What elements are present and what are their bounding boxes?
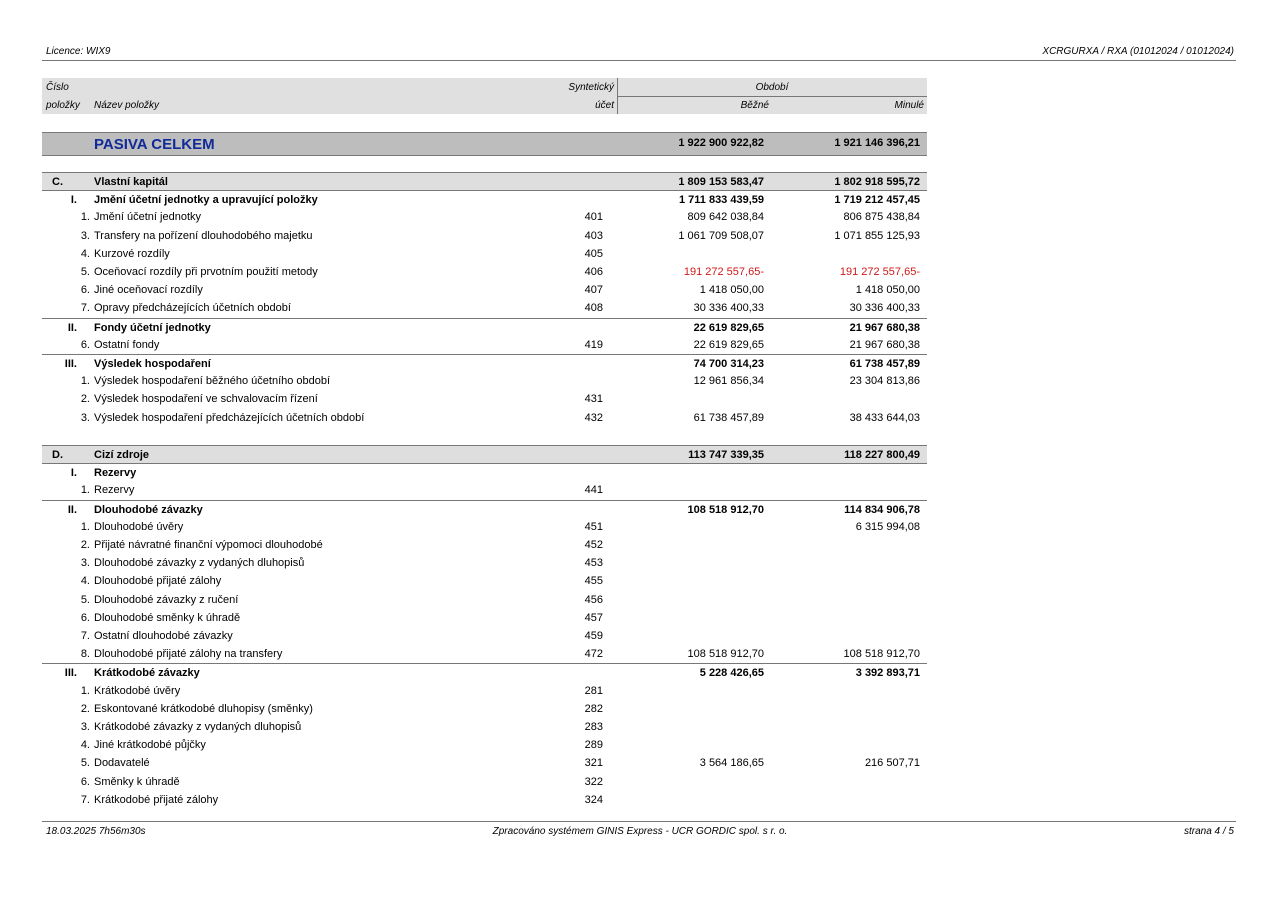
table-row <box>42 554 927 572</box>
table-row <box>42 536 927 554</box>
table-row <box>42 390 927 408</box>
row-bezne: 12 961 856,34 <box>693 375 764 388</box>
col-bezne: Běžné <box>740 100 769 111</box>
row-number: 3. <box>80 557 90 570</box>
row-label: Dodavatelé <box>94 757 150 770</box>
row-number: 7. <box>80 302 90 315</box>
row-label: Ostatní fondy <box>94 338 160 351</box>
table-row <box>42 791 927 809</box>
row-minule: 3 392 893,71 <box>855 667 920 680</box>
row-label: Transfery na pořízení dlouhodobého majetku <box>94 229 313 242</box>
subsection-row <box>42 663 927 682</box>
column-header <box>42 78 927 114</box>
license-label: Licence: WIX9 <box>46 46 111 57</box>
row-label: Dlouhodobé závazky z vydaných dluhopisů <box>94 557 305 570</box>
row-label: Krátkodobé závazky z vydaných dluhopisů <box>94 721 302 733</box>
row-bezne: 22 619 829,65 <box>693 321 764 334</box>
total-row <box>42 132 927 156</box>
row-number: 3. <box>80 411 90 424</box>
row-account: 408 <box>584 302 603 315</box>
row-minule: 1 071 855 125,93 <box>834 229 920 242</box>
row-label: Dlouhodobé úvěry <box>94 520 184 533</box>
row-label: Výsledek hospodaření běžného účetního období <box>94 375 331 388</box>
row-number: C. <box>52 176 63 188</box>
row-label: Výsledek hospodaření ve schvalovacím řízení <box>94 393 318 406</box>
row-account: 324 <box>584 793 603 806</box>
subsection-row <box>42 463 927 482</box>
table-row <box>42 245 927 263</box>
row-number: 1. <box>80 375 90 388</box>
row-label: Dlouhodobé závazky <box>94 503 203 516</box>
row-bezne: 1 809 153 583,47 <box>678 176 764 188</box>
col-nazev: Název položky <box>94 100 160 111</box>
col-synteticky: Syntetický <box>568 82 614 93</box>
row-account: 281 <box>584 684 603 697</box>
row-label: Směnky k úhradě <box>94 775 180 788</box>
row-bezne: 30 336 400,33 <box>693 302 764 315</box>
row-bezne: 3 564 186,65 <box>699 757 764 770</box>
row-label: Dlouhodobé přijaté zálohy na transfery <box>94 648 283 661</box>
row-bezne: 113 747 339,35 <box>688 449 764 461</box>
row-label: Vlastní kapitál <box>94 176 168 188</box>
table-row <box>42 281 927 299</box>
row-number: 4. <box>80 575 90 588</box>
table-row <box>42 627 927 645</box>
row-number: 6. <box>80 611 90 624</box>
row-bezne: 108 518 912,70 <box>687 648 764 661</box>
table-row <box>42 227 927 245</box>
row-label: Výsledek hospodaření <box>94 358 211 370</box>
footer-page: strana 4 / 5 <box>1183 826 1234 837</box>
row-minule: 1 802 918 595,72 <box>834 176 920 188</box>
row-bezne: 1 418 050,00 <box>699 284 764 297</box>
row-account: 406 <box>584 266 603 278</box>
subsection-row <box>42 500 927 519</box>
col-cislo: Číslo <box>46 82 69 93</box>
row-label: Jmění účetní jednotky a upravující položky <box>94 194 318 207</box>
table-row <box>42 700 927 718</box>
row-account: 282 <box>584 702 603 715</box>
row-number: 5. <box>80 757 90 770</box>
row-account: 451 <box>584 520 603 533</box>
row-label: Jmění účetní jednotky <box>94 211 202 224</box>
row-minule: 6 315 994,08 <box>855 520 920 533</box>
table-row <box>42 645 927 663</box>
table-row <box>42 372 927 390</box>
row-number: 2. <box>80 393 90 406</box>
row-minule: 1 418 050,00 <box>855 284 920 297</box>
row-label: Krátkodobé přijaté zálohy <box>94 793 219 806</box>
row-number: II. <box>67 503 77 516</box>
row-number: 1. <box>80 211 90 224</box>
total-minule: 1 921 146 396,21 <box>834 137 920 149</box>
row-label: Ostatní dlouhodobé závazky <box>94 630 233 642</box>
footer-divider <box>42 821 1236 822</box>
row-label: Dlouhodobé závazky z ručení <box>94 593 239 606</box>
row-number: 8. <box>80 648 90 661</box>
col-polozky: položky <box>46 100 80 111</box>
table-row <box>42 299 927 317</box>
row-minule: 118 227 800,49 <box>844 449 920 461</box>
row-number: 6. <box>80 284 90 297</box>
row-bezne: 1 711 833 439,59 <box>678 194 764 207</box>
row-account: 452 <box>584 539 603 551</box>
row-account: 455 <box>584 575 603 588</box>
row-number: D. <box>52 449 63 461</box>
row-label: Jiné oceňovací rozdíly <box>94 284 203 297</box>
row-label: Cizí zdroje <box>94 449 150 461</box>
footer-timestamp: 18.03.2025 7h56m30s <box>46 826 146 837</box>
row-minule: 21 967 680,38 <box>849 321 920 334</box>
row-account: 321 <box>584 757 603 770</box>
row-number: 6. <box>80 338 90 351</box>
table-row <box>42 409 927 427</box>
row-minule: 23 304 813,86 <box>849 375 920 388</box>
row-account: 289 <box>584 739 603 752</box>
col-ucet: účet <box>595 100 614 111</box>
row-number: 1. <box>80 484 90 497</box>
table-row <box>42 736 927 754</box>
row-bezne: 61 738 457,89 <box>693 411 764 424</box>
row-label: Přijaté návratné finanční výpomoci dlouhodobé <box>94 539 323 551</box>
subsection-row <box>42 318 927 337</box>
row-label: Eskontované krátkodobé dluhopisy (směnky) <box>94 702 313 715</box>
col-minule: Minulé <box>894 100 924 111</box>
row-label: Dlouhodobé směnky k úhradě <box>94 611 241 624</box>
table-row <box>42 754 927 772</box>
row-number: III. <box>64 667 77 680</box>
subsection-row <box>42 354 927 373</box>
row-number: 4. <box>80 247 90 260</box>
row-account: 472 <box>584 648 603 661</box>
row-label: Oceňovací rozdíly při prvotním použití metody <box>94 266 318 278</box>
row-bezne: 809 642 038,84 <box>687 211 764 224</box>
row-minule: 191 272 557,65- <box>839 266 920 278</box>
row-account: 441 <box>584 484 603 497</box>
section-row <box>42 445 927 464</box>
row-label: Krátkodobé závazky <box>94 667 200 680</box>
table-row <box>42 609 927 627</box>
row-minule: 1 719 212 457,45 <box>834 194 920 207</box>
section-row <box>42 172 927 191</box>
row-account: 283 <box>584 721 603 733</box>
row-number: 4. <box>80 739 90 752</box>
period-divider <box>617 96 927 97</box>
row-label: Kurzové rozdíly <box>94 247 170 260</box>
row-account: 405 <box>584 247 603 260</box>
row-bezne: 191 272 557,65- <box>683 266 764 278</box>
table-row <box>42 518 927 536</box>
row-number: 1. <box>80 684 90 697</box>
col-obdobi: Období <box>755 82 789 93</box>
row-account: 322 <box>584 775 603 788</box>
row-account: 407 <box>584 284 603 297</box>
header-divider <box>42 60 1236 61</box>
subsection-row <box>42 190 927 209</box>
report-id: XCRGURXA / RXA (01012024 / 01012024) <box>1042 46 1234 57</box>
table-row <box>42 591 927 609</box>
row-minule: 61 738 457,89 <box>849 358 920 370</box>
row-label: Výsledek hospodaření předcházejících účetních období <box>94 411 365 424</box>
row-account: 432 <box>584 411 603 424</box>
table-row <box>42 481 927 499</box>
row-account: 459 <box>584 630 603 642</box>
row-label: Dlouhodobé přijaté zálohy <box>94 575 222 588</box>
row-account: 419 <box>584 338 603 351</box>
table-row <box>42 773 927 791</box>
row-account: 401 <box>584 211 603 224</box>
row-label: Fondy účetní jednotky <box>94 321 211 334</box>
row-number: 7. <box>80 793 90 806</box>
row-minule: 806 875 438,84 <box>843 211 920 224</box>
row-bezne: 108 518 912,70 <box>687 503 764 516</box>
table-row <box>42 336 927 354</box>
row-number: II. <box>67 321 77 334</box>
row-number: 1. <box>80 520 90 533</box>
table-row <box>42 208 927 226</box>
footer-system: Zpracováno systémem GINIS Express - UCR GORDIC spol. s r. o. <box>492 826 788 837</box>
row-number: 3. <box>80 721 90 733</box>
row-label: Krátkodobé úvěry <box>94 684 181 697</box>
row-bezne: 5 228 426,65 <box>699 667 764 680</box>
total-bezne: 1 922 900 922,82 <box>678 137 764 149</box>
row-label: Opravy předcházejících účetních období <box>94 302 291 315</box>
table-row <box>42 718 927 736</box>
row-number: 7. <box>80 630 90 642</box>
row-bezne: 74 700 314,23 <box>693 358 764 370</box>
row-bezne: 22 619 829,65 <box>693 338 764 351</box>
row-minule: 30 336 400,33 <box>849 302 920 315</box>
row-number: I. <box>70 194 77 207</box>
row-number: I. <box>70 467 77 480</box>
row-number: 2. <box>80 539 90 551</box>
row-number: 5. <box>80 593 90 606</box>
row-minule: 21 967 680,38 <box>849 338 920 351</box>
table-row <box>42 572 927 590</box>
row-number: 3. <box>80 229 90 242</box>
table-row <box>42 263 927 281</box>
row-minule: 216 507,71 <box>864 757 920 770</box>
row-minule: 108 518 912,70 <box>843 648 920 661</box>
row-number: 5. <box>80 266 90 278</box>
row-account: 457 <box>584 611 603 624</box>
row-number: III. <box>64 358 77 370</box>
total-label: PASIVA CELKEM <box>94 136 215 153</box>
row-minule: 114 834 906,78 <box>844 503 920 516</box>
row-minule: 38 433 644,03 <box>849 411 920 424</box>
row-account: 453 <box>584 557 603 570</box>
table-row <box>42 682 927 700</box>
row-label: Jiné krátkodobé půjčky <box>94 739 206 752</box>
row-number: 6. <box>80 775 90 788</box>
row-number: 2. <box>80 702 90 715</box>
row-account: 456 <box>584 593 603 606</box>
row-account: 431 <box>584 393 603 406</box>
row-label: Rezervy <box>94 484 135 497</box>
row-bezne: 1 061 709 508,07 <box>678 229 764 242</box>
row-label: Rezervy <box>94 467 137 480</box>
row-account: 403 <box>584 229 603 242</box>
